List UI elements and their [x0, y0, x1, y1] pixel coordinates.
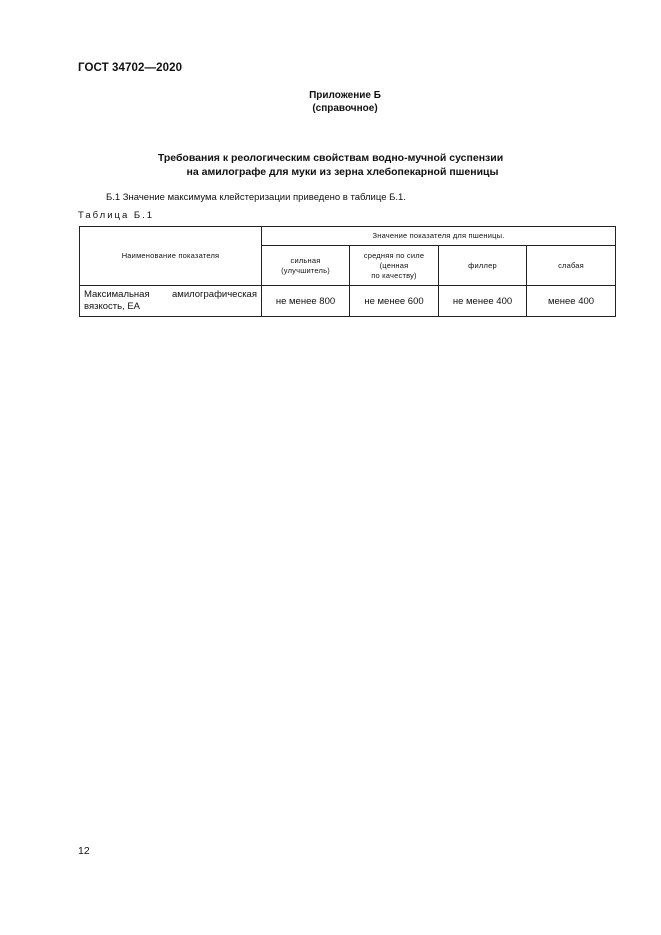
- header-column-strong: [262, 246, 350, 286]
- header-value-group: Значение показателя для пшеницы.: [262, 227, 616, 246]
- appendix-title: Приложение Б: [309, 90, 381, 101]
- header-column-strong-line-1: сильная: [290, 255, 321, 265]
- header-column-strong-line-2: (улучшитель): [281, 265, 330, 275]
- table-row: [80, 286, 616, 317]
- row-indicator-name-word-1: Максимальная: [84, 289, 150, 300]
- row-value-weak: менее 400: [527, 286, 616, 317]
- page-number: 12: [78, 845, 90, 857]
- row-indicator-name-line-1: [84, 289, 257, 301]
- requirements-table: [79, 226, 616, 317]
- header-column-filler-line-1: филлер: [468, 260, 497, 270]
- section-title-line-1: Требования к реологическим свойствам водно-мучной суспензии: [157, 152, 504, 164]
- document-standard-number: ГОСТ 34702—2020: [78, 62, 183, 74]
- section-title-line-2: на амилографе для муки из зерна хлебопекарной пшеницы: [186, 165, 499, 178]
- row-value-medium: не менее 600: [350, 286, 439, 317]
- row-indicator-name-word-2: амилографическая: [172, 289, 257, 300]
- header-column-medium-line-3: по качеству): [371, 270, 417, 280]
- row-value-filler: не менее 400: [439, 286, 527, 317]
- table-caption: Таблица Б.1: [78, 210, 155, 221]
- section-title: [0, 152, 661, 179]
- row-indicator-name: [80, 286, 262, 317]
- appendix-heading: [0, 89, 661, 115]
- row-indicator-name-line-2: вязкость, ЕА: [84, 301, 140, 312]
- header-column-weak-line-1: слабая: [558, 260, 584, 270]
- row-value-strong: не менее 800: [262, 286, 350, 317]
- header-column-medium: [350, 246, 439, 286]
- intro-paragraph: Б.1 Значение максимума клейстеризации приведено в таблице Б.1.: [106, 192, 406, 203]
- header-column-medium-line-1: средняя по силе: [363, 250, 425, 260]
- header-column-weak: [527, 246, 616, 286]
- header-indicator-name: Наименование показателя: [80, 227, 262, 286]
- appendix-subtitle: (справочное): [312, 103, 378, 114]
- header-column-medium-line-2: (ценная: [379, 260, 409, 270]
- header-column-filler: [439, 246, 527, 286]
